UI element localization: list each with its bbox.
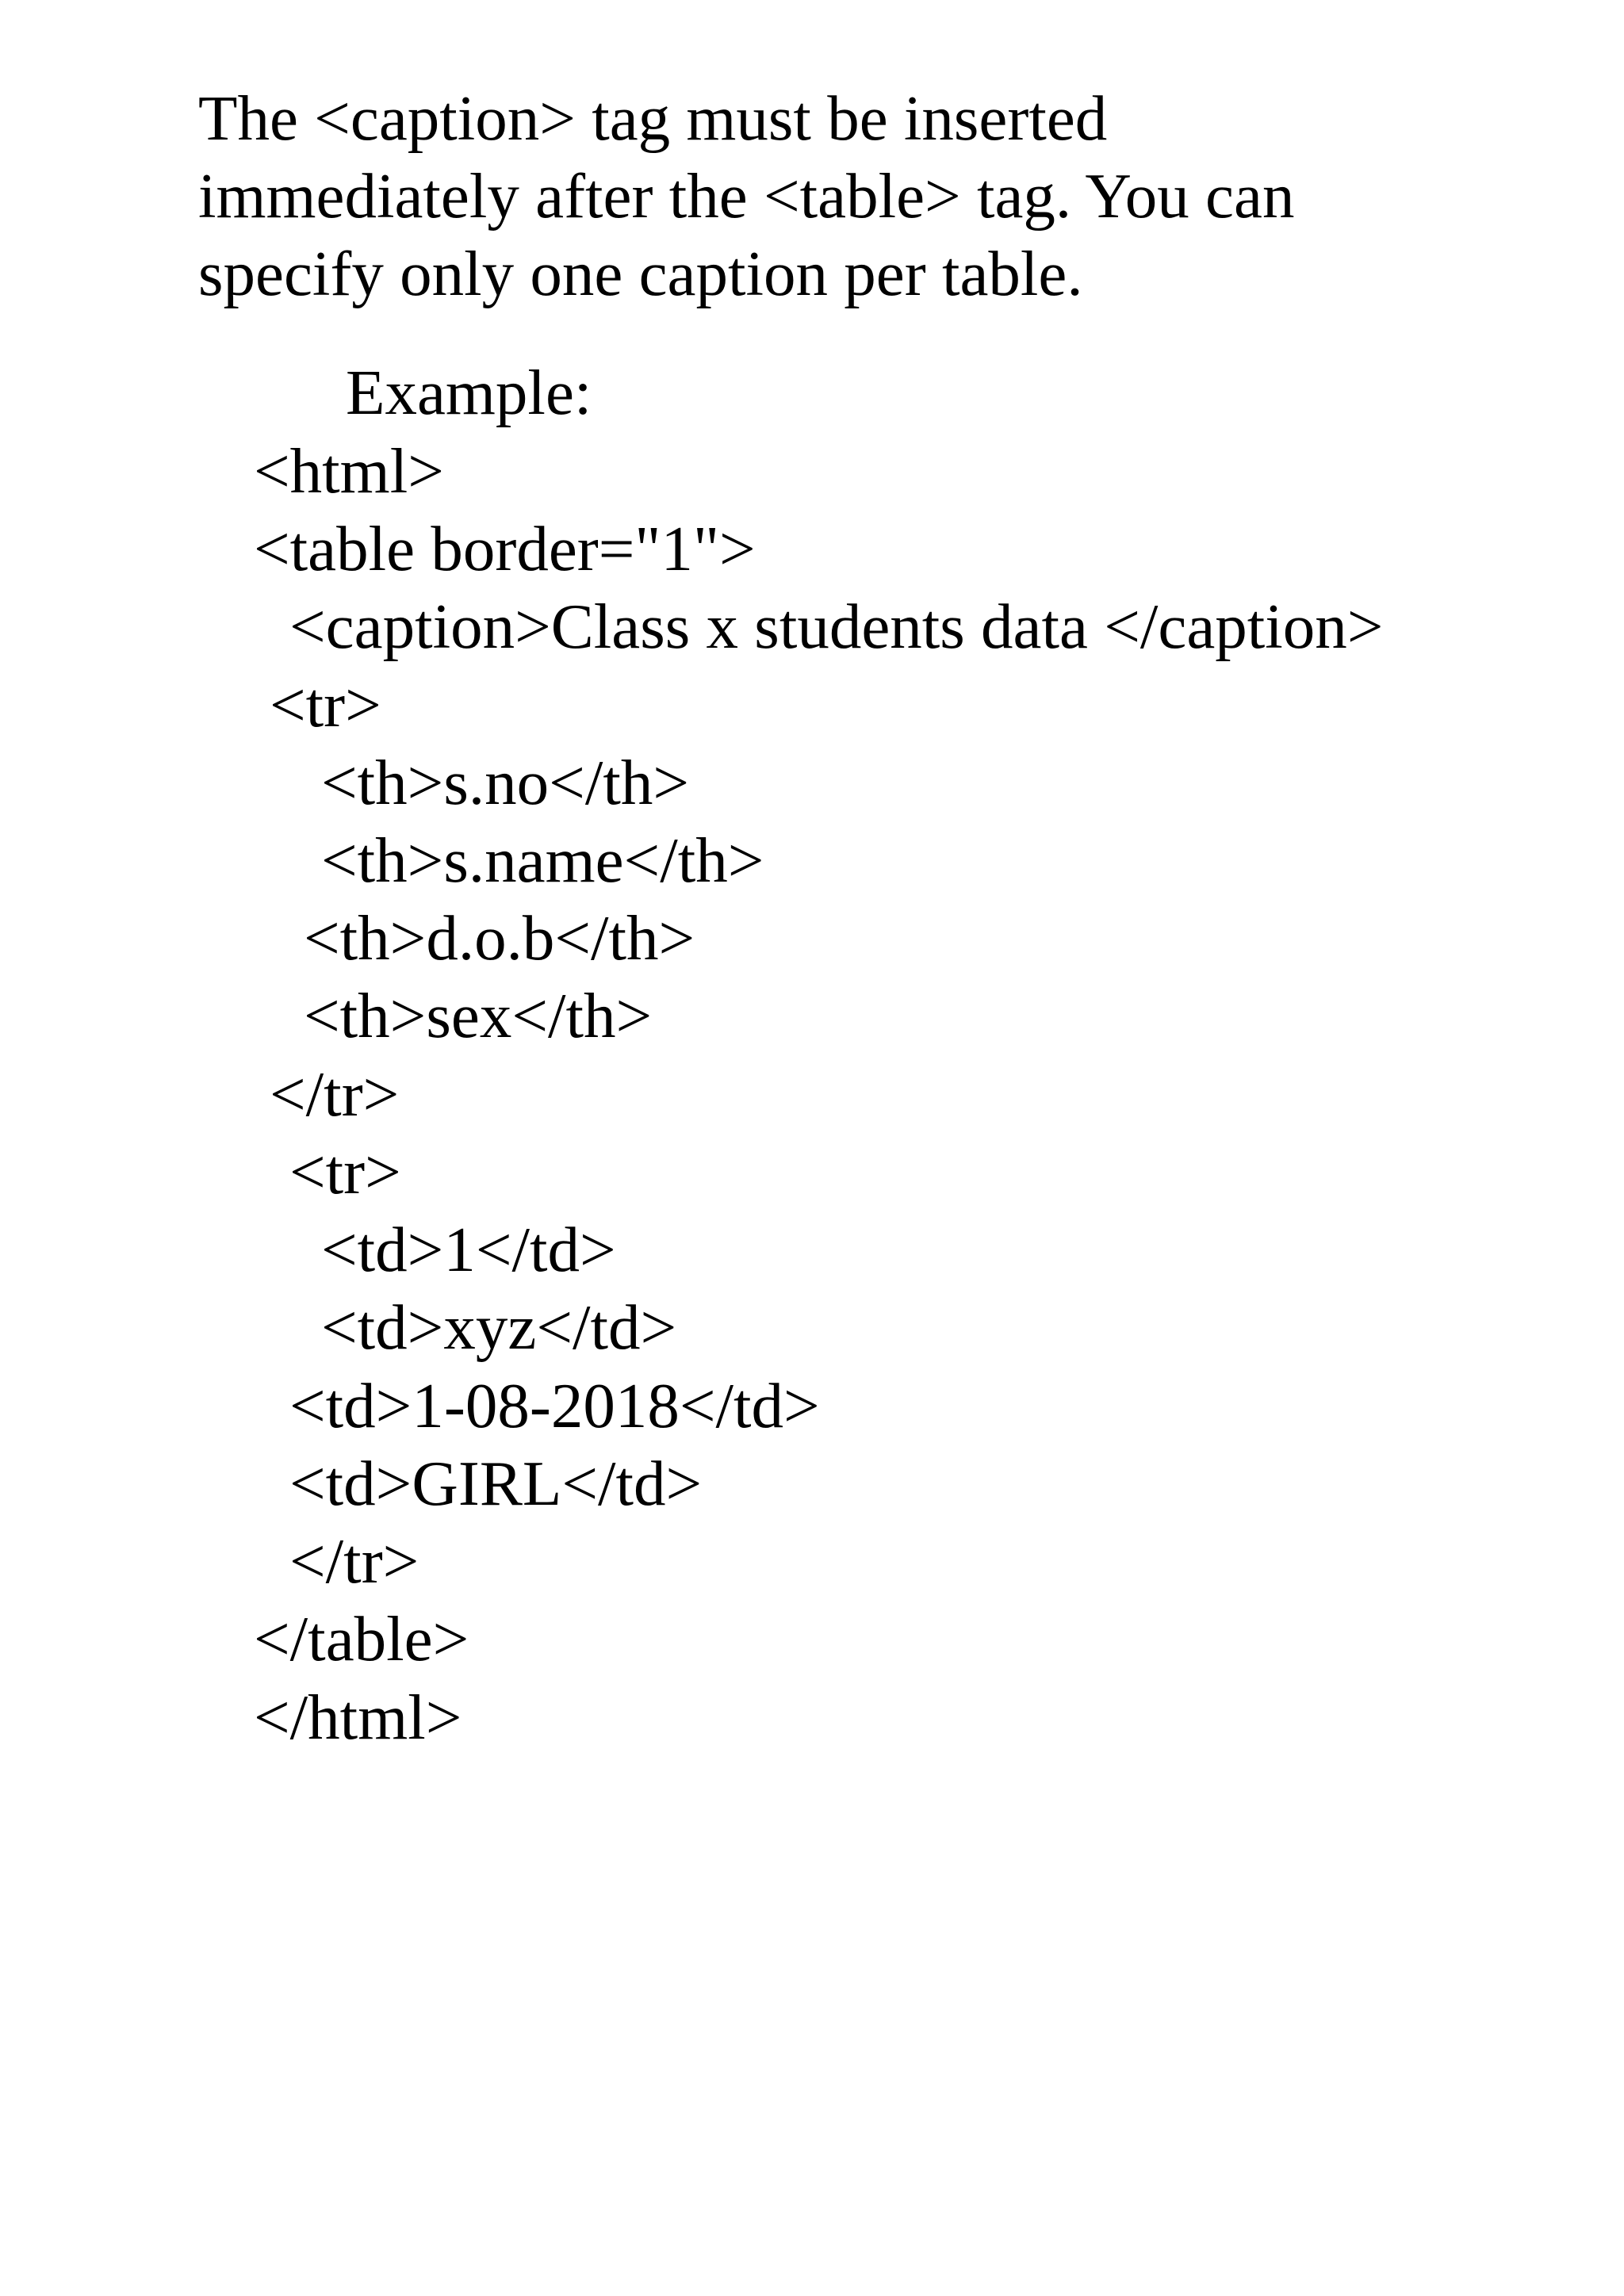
- code-line: <th>d.o.b</th>: [304, 902, 695, 974]
- code-line: </tr>: [270, 1058, 400, 1130]
- intro-line: The <caption> tag must be inserted: [198, 82, 1108, 154]
- code-line: <caption>Class x students data </caption>: [289, 591, 1384, 662]
- code-line: <td>xyz</td>: [321, 1292, 677, 1363]
- code-line: <th>s.no</th>: [321, 747, 690, 818]
- code-line: <th>sex</th>: [304, 980, 653, 1051]
- code-line: <tr>: [289, 1136, 401, 1207]
- code-line: <table border="1">: [254, 513, 756, 584]
- code-line: <td>1-08-2018</td>: [289, 1370, 820, 1441]
- intro-line: immediately after the <table> tag. You can: [198, 160, 1295, 232]
- code-line: <html>: [254, 435, 444, 507]
- code-line: </tr>: [289, 1525, 419, 1597]
- code-line: <td>1</td>: [321, 1214, 616, 1285]
- code-line: </html>: [254, 1682, 462, 1753]
- code-line: <th>s.name</th>: [321, 825, 764, 896]
- code-line: <tr>: [270, 669, 381, 740]
- intro-line: specify only one caption per table.: [198, 238, 1083, 309]
- example-label: Example:: [346, 357, 592, 428]
- code-line: <td>GIRL</td>: [289, 1448, 703, 1519]
- code-line: </table>: [254, 1603, 469, 1674]
